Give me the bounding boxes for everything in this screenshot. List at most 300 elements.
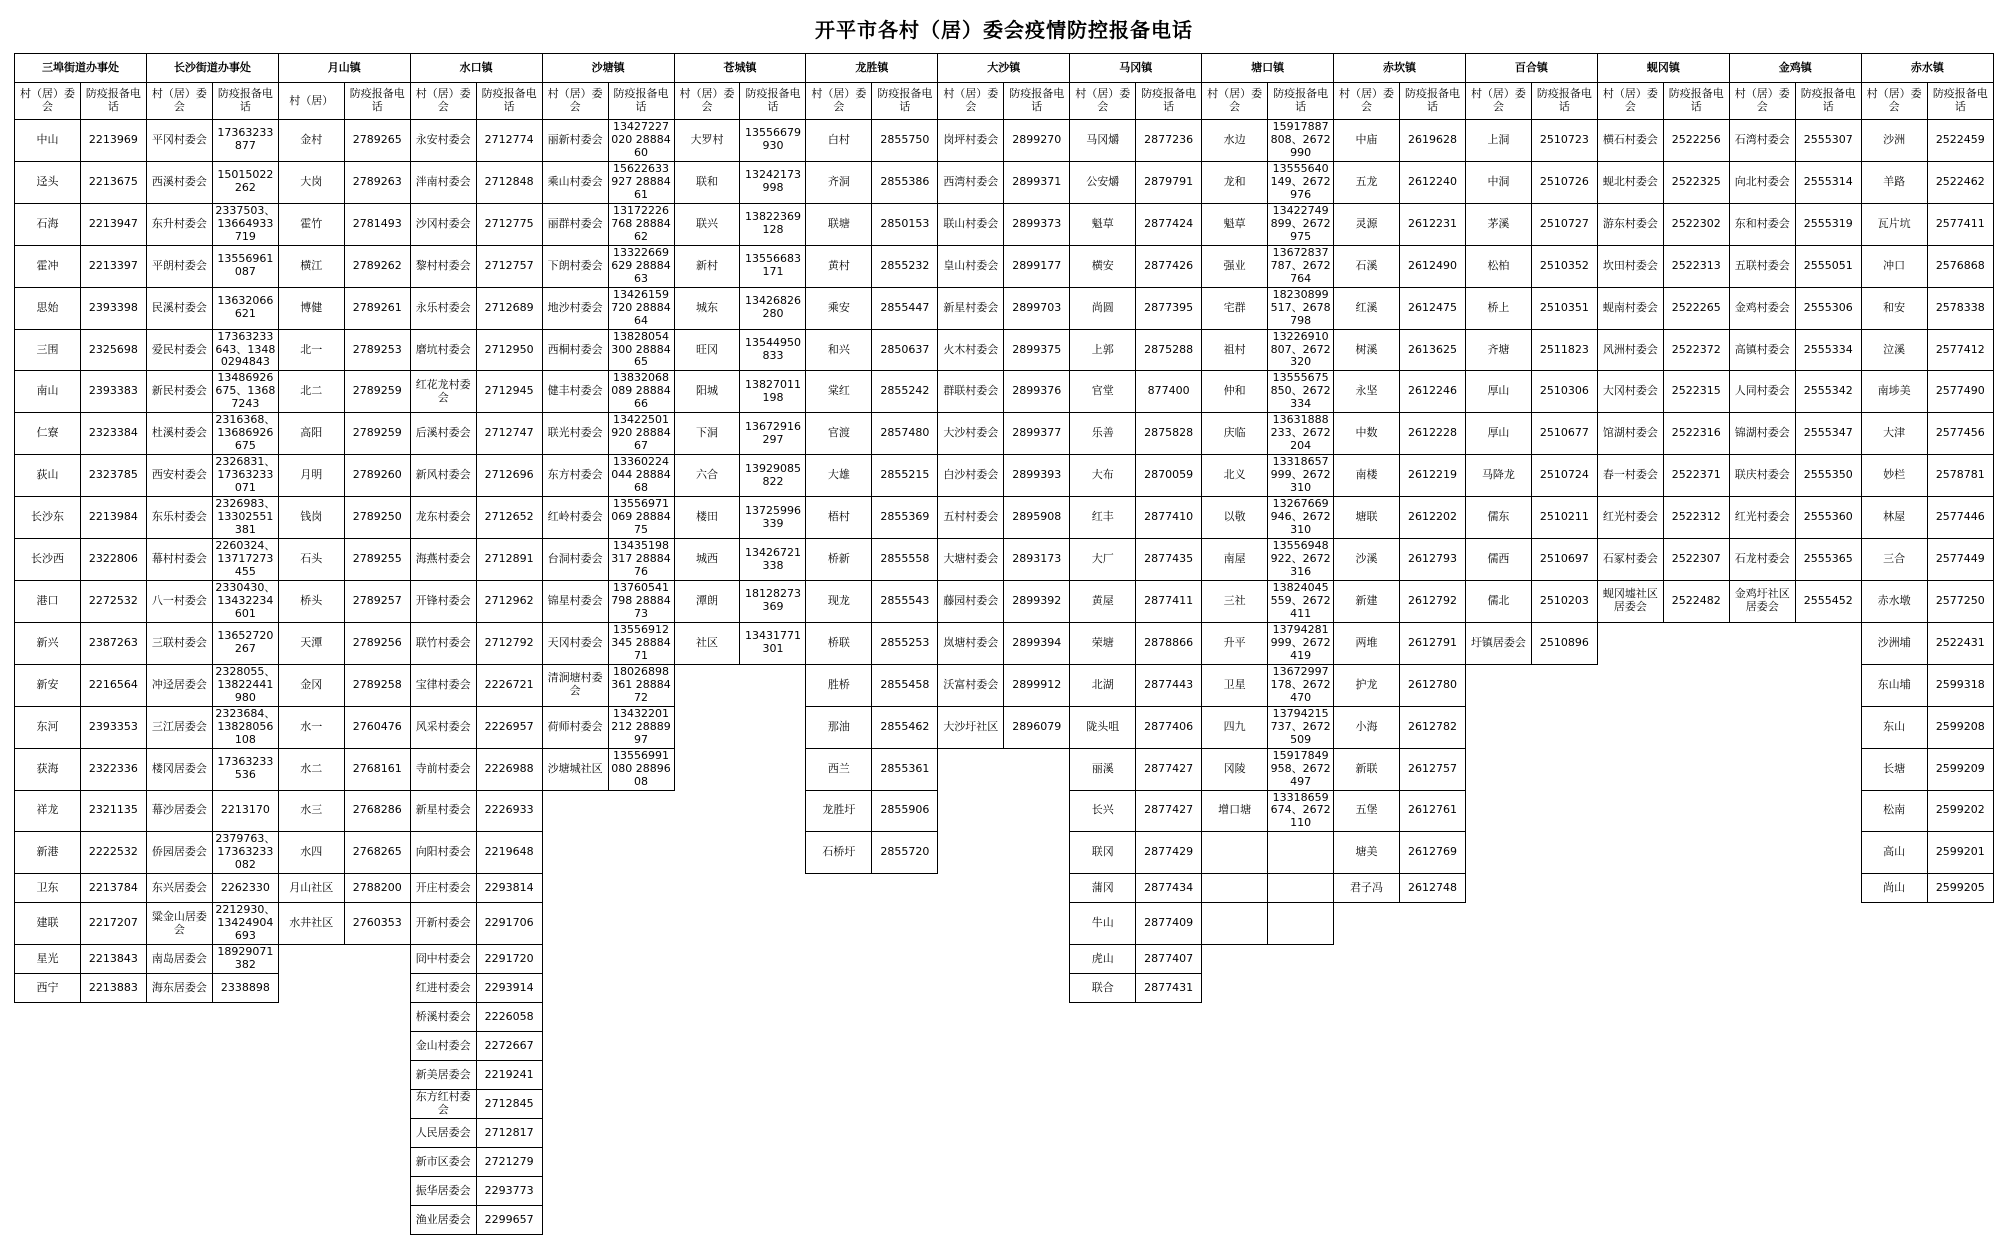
cell-blank (674, 790, 740, 832)
cell-village-name: 新联 (1334, 748, 1400, 790)
col-header-phone-13: 防疫报备电话 (1795, 83, 1861, 120)
cell-village-name: 思始 (15, 287, 81, 329)
cell-phone-number: 18929071382 (212, 945, 278, 974)
cell-phone-number: 2510697 (1531, 539, 1597, 581)
col-header-name-2: 村（居） (278, 83, 344, 120)
cell-phone-number: 2768286 (344, 790, 410, 832)
cell-village-name: 桥上 (1465, 287, 1531, 329)
cell-phone-number: 13929085822 (740, 455, 806, 497)
cell-village-name: 北义 (1202, 455, 1268, 497)
cell-village-name: 风采村委会 (410, 706, 476, 748)
cell-blank (1400, 1003, 1466, 1032)
cell-village-name: 红光村委会 (1729, 497, 1795, 539)
cell-village-name: 黄村 (806, 245, 872, 287)
cell-village-name: 爱民村委会 (146, 329, 212, 371)
cell-blank (1334, 1032, 1400, 1061)
cell-village-name: 沙冈村委会 (410, 203, 476, 245)
col-header-phone-4: 防疫报备电话 (608, 83, 674, 120)
cell-blank (938, 1003, 1004, 1032)
cell-village-name: 渔业居委会 (410, 1206, 476, 1235)
cell-blank (740, 945, 806, 974)
cell-blank (740, 974, 806, 1003)
cell-village-name: 横石村委会 (1597, 120, 1663, 162)
table-row (15, 664, 1994, 706)
cell-blank (15, 1032, 81, 1061)
cell-phone-number: 2877435 (1136, 539, 1202, 581)
cell-blank (1663, 1177, 1729, 1206)
cell-blank (1861, 974, 1927, 1003)
cell-village-name: 人同村委会 (1729, 371, 1795, 413)
cell-village-name: 红溪 (1334, 287, 1400, 329)
cell-phone-number: 13555675850、2672334 (1268, 371, 1334, 413)
cell-phone-number: 13794281999、2672419 (1268, 622, 1334, 664)
cell-village-name: 水二 (278, 748, 344, 790)
cell-village-name: 岚塘村委会 (938, 622, 1004, 664)
cell-village-name: 松南 (1861, 790, 1927, 832)
cell-blank (1070, 1090, 1136, 1119)
cell-phone-number: 13556971069 2888475 (608, 497, 674, 539)
cell-village-name: 桥联 (806, 622, 872, 664)
cell-phone-number: 13360224044 2888468 (608, 455, 674, 497)
cell-phone-number: 2789250 (344, 497, 410, 539)
cell-phone-number: 2612231 (1400, 203, 1466, 245)
table-row (15, 580, 1994, 622)
cell-phone-number: 13822369128 (740, 203, 806, 245)
col-header-name-5: 村（居）委会 (674, 83, 740, 120)
cell-village-name: 岗坪村委会 (938, 120, 1004, 162)
cell-phone-number: 13172226768 2888462 (608, 203, 674, 245)
table-row (15, 371, 1994, 413)
cell-blank (1861, 1032, 1927, 1061)
cell-phone-number: 2555314 (1795, 161, 1861, 203)
cell-blank (1597, 832, 1663, 874)
cell-blank (806, 903, 872, 945)
cell-phone-number: 13322669629 2888463 (608, 245, 674, 287)
cell-phone-number: 2899393 (1004, 455, 1070, 497)
cell-blank (938, 1119, 1004, 1148)
cell-blank (1531, 1177, 1597, 1206)
cell-village-name: 护龙 (1334, 664, 1400, 706)
cell-blank (1597, 622, 1663, 664)
cell-blank (278, 1061, 344, 1090)
cell-village-name: 寺前村委会 (410, 748, 476, 790)
col-header-name-1: 村（居）委会 (146, 83, 212, 120)
cell-village-name: 健丰村委会 (542, 371, 608, 413)
cell-phone-number: 2555334 (1795, 329, 1861, 371)
cell-village-name: 北湖 (1070, 664, 1136, 706)
cell-village-name: 迳头 (15, 161, 81, 203)
cell-blank (146, 1206, 212, 1235)
cell-phone-number: 13486926675、13687243 (212, 371, 278, 413)
cell-phone-number: 15917887808、2672990 (1268, 120, 1334, 162)
table-row (15, 1090, 1994, 1119)
town-header-11: 百合镇 (1465, 54, 1597, 83)
cell-blank (740, 706, 806, 748)
cell-blank (80, 1090, 146, 1119)
cell-village-name: 东山 (1861, 706, 1927, 748)
cell-phone-number: 13828054300 2888465 (608, 329, 674, 371)
cell-blank (674, 945, 740, 974)
cell-blank (1465, 1119, 1531, 1148)
cell-blank (1136, 1119, 1202, 1148)
cell-phone-number: 2712848 (476, 161, 542, 203)
cell-phone-number: 2612769 (1400, 832, 1466, 874)
cell-phone-number: 2899177 (1004, 245, 1070, 287)
cell-phone-number: 2789253 (344, 329, 410, 371)
cell-blank (872, 1032, 938, 1061)
cell-blank (278, 1148, 344, 1177)
col-header-name-14: 村（居）委会 (1861, 83, 1927, 120)
cell-village-name: 那油 (806, 706, 872, 748)
cell-blank (1070, 1119, 1136, 1148)
cell-phone-number: 2877434 (1136, 874, 1202, 903)
cell-phone-number: 2576868 (1927, 245, 1993, 287)
cell-blank (674, 1061, 740, 1090)
cell-phone-number: 2325698 (80, 329, 146, 371)
cell-village-name: 泮南村委会 (410, 161, 476, 203)
cell-phone-number: 2789258 (344, 664, 410, 706)
table-body (15, 120, 1994, 1235)
cell-blank (740, 790, 806, 832)
cell-blank (212, 1119, 278, 1148)
col-header-name-7: 村（居）委会 (938, 83, 1004, 120)
cell-phone-number: 2330430、13432234601 (212, 580, 278, 622)
cell-blank (1400, 1119, 1466, 1148)
cell-phone-number: 2293814 (476, 874, 542, 903)
cell-village-name: 齐塘 (1465, 329, 1531, 371)
cell-blank (1400, 974, 1466, 1003)
cell-village-name: 锦湖村委会 (1729, 413, 1795, 455)
cell-village-name: 钱岗 (278, 497, 344, 539)
cell-blank (1465, 974, 1531, 1003)
cell-blank (1597, 1119, 1663, 1148)
cell-phone-number: 2899392 (1004, 580, 1070, 622)
cell-blank (1531, 1061, 1597, 1090)
cell-phone-number: 2577449 (1927, 539, 1993, 581)
cell-blank (938, 832, 1004, 874)
cell-village-name: 北一 (278, 329, 344, 371)
cell-phone-number: 2555342 (1795, 371, 1861, 413)
cell-village-name: 大岗 (278, 161, 344, 203)
cell-blank (1136, 1177, 1202, 1206)
cell-phone-number: 2510677 (1531, 413, 1597, 455)
cell-phone-number: 2323684、13828056108 (212, 706, 278, 748)
cell-village-name: 潭朗 (674, 580, 740, 622)
col-header-phone-7: 防疫报备电话 (1004, 83, 1070, 120)
cell-village-name: 厚山 (1465, 371, 1531, 413)
cell-blank (872, 1148, 938, 1177)
cell-phone-number: 2855558 (872, 539, 938, 581)
cell-village-name: 卫东 (15, 874, 81, 903)
cell-blank (938, 1090, 1004, 1119)
cell-blank (344, 1119, 410, 1148)
cell-village-name: 向北村委会 (1729, 161, 1795, 203)
cell-blank (1334, 1090, 1400, 1119)
cell-blank (1729, 945, 1795, 974)
cell-village-name: 大塘村委会 (938, 539, 1004, 581)
cell-phone-number: 13556679930 (740, 120, 806, 162)
cell-phone-number: 2850637 (872, 329, 938, 371)
cell-phone-number: 13652720267 (212, 622, 278, 664)
cell-village-name: 幕村村委会 (146, 539, 212, 581)
town-header-14: 赤水镇 (1861, 54, 1993, 83)
cell-blank (344, 1177, 410, 1206)
cell-blank (1927, 945, 1993, 974)
cell-blank (1597, 874, 1663, 903)
cell-village-name: 联光村委会 (542, 413, 608, 455)
cell-phone-number: 2899703 (1004, 287, 1070, 329)
cell-phone-number: 2522313 (1663, 245, 1729, 287)
table-row (15, 161, 1994, 203)
cell-blank (1927, 1061, 1993, 1090)
cell-phone-number: 13432201212 2888997 (608, 706, 674, 748)
cell-blank (938, 1061, 1004, 1090)
cell-phone-number: 2213984 (80, 497, 146, 539)
col-header-phone-10: 防疫报备电话 (1400, 83, 1466, 120)
cell-blank (212, 1090, 278, 1119)
cell-blank (1004, 832, 1070, 874)
cell-phone-number: 13556948922、2672316 (1268, 539, 1334, 581)
cell-village-name: 横安 (1070, 245, 1136, 287)
cell-blank (1663, 1206, 1729, 1235)
cell-phone-number: 2226933 (476, 790, 542, 832)
cell-village-name: 羊路 (1861, 161, 1927, 203)
cell-phone-number: 2316368、13686926675 (212, 413, 278, 455)
cell-blank (1531, 1003, 1597, 1032)
col-header-name-10: 村（居）委会 (1334, 83, 1400, 120)
cell-blank (1400, 1061, 1466, 1090)
cell-blank (608, 874, 674, 903)
cell-phone-number: 2510306 (1531, 371, 1597, 413)
cell-village-name: 赤水墩 (1861, 580, 1927, 622)
cell-blank (146, 1061, 212, 1090)
cell-village-name: 藤园村委会 (938, 580, 1004, 622)
cell-blank (674, 832, 740, 874)
cell-phone-number: 2712891 (476, 539, 542, 581)
cell-blank (344, 1206, 410, 1235)
cell-blank (674, 1206, 740, 1235)
cell-village-name: 五龙 (1334, 161, 1400, 203)
cell-blank (938, 1206, 1004, 1235)
town-header-2: 月山镇 (278, 54, 410, 83)
cell-village-name: 阳城 (674, 371, 740, 413)
cell-phone-number: 2877411 (1136, 580, 1202, 622)
cell-blank (1729, 1177, 1795, 1206)
cell-blank (146, 1003, 212, 1032)
cell-blank (344, 1148, 410, 1177)
cell-blank (806, 1003, 872, 1032)
cell-phone-number: 2712774 (476, 120, 542, 162)
cell-village-name: 五堡 (1334, 790, 1400, 832)
cell-blank (1202, 1119, 1268, 1148)
cell-blank (542, 1061, 608, 1090)
cell-village-name: 公安爝 (1070, 161, 1136, 203)
cell-village-name: 君子冯 (1334, 874, 1400, 903)
cell-village-name: 新美居委会 (410, 1061, 476, 1090)
cell-village-name: 霍竹 (278, 203, 344, 245)
cell-village-name: 坎田村委会 (1597, 245, 1663, 287)
cell-village-name: 沙洲 (1861, 120, 1927, 162)
cell-village-name: 南埗美 (1861, 371, 1927, 413)
cell-village-name: 水三 (278, 790, 344, 832)
cell-phone-number: 2393353 (80, 706, 146, 748)
cell-blank (872, 1119, 938, 1148)
cell-blank (1927, 974, 1993, 1003)
cell-village-name: 霍冲 (15, 245, 81, 287)
cell-phone-number: 2612219 (1400, 455, 1466, 497)
cell-blank (542, 974, 608, 1003)
cell-phone-number: 2522325 (1663, 161, 1729, 203)
cell-blank (1465, 706, 1531, 748)
cell-blank (1202, 974, 1268, 1003)
cell-blank (1400, 1206, 1466, 1235)
cell-phone-number: 2855386 (872, 161, 938, 203)
cell-blank (1202, 945, 1268, 974)
cell-village-name: 四九 (1202, 706, 1268, 748)
cell-phone-number: 2213947 (80, 203, 146, 245)
cell-phone-number: 2781493 (344, 203, 410, 245)
cell-blank (1663, 832, 1729, 874)
cell-blank (938, 945, 1004, 974)
cell-phone-number: 13832068089 2888466 (608, 371, 674, 413)
cell-phone-number: 13427227020 2888460 (608, 120, 674, 162)
cell-blank (1597, 706, 1663, 748)
cell-village-name: 五联村委会 (1729, 245, 1795, 287)
cell-phone-number: 2578781 (1927, 455, 1993, 497)
cell-phone-number: 2599208 (1927, 706, 1993, 748)
cell-phone-number: 2291720 (476, 945, 542, 974)
cell-phone-number: 2789255 (344, 539, 410, 581)
cell-village-name: 庆临 (1202, 413, 1268, 455)
cell-village-name: 下洞 (674, 413, 740, 455)
cell-village-name: 东河 (15, 706, 81, 748)
cell-blank (1729, 1206, 1795, 1235)
cell-blank (806, 1061, 872, 1090)
cell-blank (1268, 1119, 1334, 1148)
cell-blank (740, 874, 806, 903)
cell-blank (1268, 1148, 1334, 1177)
cell-phone-number: 2226988 (476, 748, 542, 790)
cell-blank (1597, 974, 1663, 1003)
cell-blank (1268, 1177, 1334, 1206)
cell-phone-number: 13824045559、2672411 (1268, 580, 1334, 622)
cell-blank (872, 903, 938, 945)
cell-village-name: 冈陵 (1202, 748, 1268, 790)
cell-village-name: 石冢村委会 (1597, 539, 1663, 581)
cell-blank (542, 790, 608, 832)
cell-village-name: 上洞 (1465, 120, 1531, 162)
cell-blank (1334, 903, 1400, 945)
cell-village-name: 平冈村委会 (146, 120, 212, 162)
cell-blank (1597, 903, 1663, 945)
cell-village-name: 八一村委会 (146, 580, 212, 622)
cell-village-name: 中数 (1334, 413, 1400, 455)
cell-blank (1795, 1032, 1861, 1061)
cell-blank (938, 903, 1004, 945)
cell-phone-number: 2555306 (1795, 287, 1861, 329)
cell-blank (740, 1003, 806, 1032)
cell-phone-number: 2293773 (476, 1177, 542, 1206)
cell-phone-number: 2789261 (344, 287, 410, 329)
cell-blank (1400, 903, 1466, 945)
cell-blank (212, 1148, 278, 1177)
cell-phone-number: 13556991080 2889608 (608, 748, 674, 790)
cell-blank (872, 874, 938, 903)
cell-phone-number: 2712962 (476, 580, 542, 622)
cell-blank (1004, 790, 1070, 832)
cell-phone-number: 877400 (1136, 371, 1202, 413)
cell-village-name: 白沙村委会 (938, 455, 1004, 497)
town-header-7: 大沙镇 (938, 54, 1070, 83)
cell-phone-number: 2555452 (1795, 580, 1861, 622)
cell-phone-number: 2322336 (80, 748, 146, 790)
cell-blank (608, 1061, 674, 1090)
cell-blank (674, 664, 740, 706)
phone-directory-table (14, 53, 1994, 1235)
cell-village-name: 祖村 (1202, 329, 1268, 371)
cell-blank (938, 748, 1004, 790)
cell-blank (1334, 1148, 1400, 1177)
table-row (15, 120, 1994, 162)
cell-blank (1004, 1090, 1070, 1119)
cell-village-name: 三围 (15, 329, 81, 371)
cell-blank (1663, 1032, 1729, 1061)
cell-phone-number: 2522302 (1663, 203, 1729, 245)
cell-village-name: 星光 (15, 945, 81, 974)
cell-village-name: 红岭村委会 (542, 497, 608, 539)
cell-phone-number: 2612780 (1400, 664, 1466, 706)
cell-blank (1795, 790, 1861, 832)
cell-blank (740, 1061, 806, 1090)
cell-phone-number: 13422501920 2888467 (608, 413, 674, 455)
cell-blank (1334, 974, 1400, 1003)
cell-blank (1861, 1119, 1927, 1148)
cell-village-name: 西安村委会 (146, 455, 212, 497)
cell-phone-number (1268, 874, 1334, 903)
cell-village-name: 开庄村委会 (410, 874, 476, 903)
cell-phone-number: 2522431 (1927, 622, 1993, 664)
cell-village-name: 沃富村委会 (938, 664, 1004, 706)
cell-phone-number: 2522316 (1663, 413, 1729, 455)
cell-village-name: 下朗村委会 (542, 245, 608, 287)
cell-phone-number: 2272532 (80, 580, 146, 622)
cell-phone-number: 2899270 (1004, 120, 1070, 162)
cell-phone-number: 13556683171 (740, 245, 806, 287)
cell-phone-number: 2599209 (1927, 748, 1993, 790)
cell-village-name: 海燕村委会 (410, 539, 476, 581)
cell-blank (1927, 1177, 1993, 1206)
cell-blank (1202, 1090, 1268, 1119)
cell-phone-number: 2510211 (1531, 497, 1597, 539)
cell-phone-number: 2387263 (80, 622, 146, 664)
cell-village-name: 乘安 (806, 287, 872, 329)
cell-phone-number: 2895908 (1004, 497, 1070, 539)
cell-blank (1663, 874, 1729, 903)
cell-village-name: 粱金山居委会 (146, 903, 212, 945)
cell-phone-number: 2789257 (344, 580, 410, 622)
cell-phone-number: 2522312 (1663, 497, 1729, 539)
cell-blank (1465, 1032, 1531, 1061)
cell-village-name: 磨坑村委会 (410, 329, 476, 371)
cell-blank (1465, 1061, 1531, 1090)
cell-blank (1004, 1148, 1070, 1177)
cell-blank (1400, 1032, 1466, 1061)
cell-phone-number: 2855253 (872, 622, 938, 664)
cell-blank (1861, 945, 1927, 974)
cell-blank (1136, 1090, 1202, 1119)
cell-blank (1729, 1061, 1795, 1090)
cell-phone-number: 2855543 (872, 580, 938, 622)
